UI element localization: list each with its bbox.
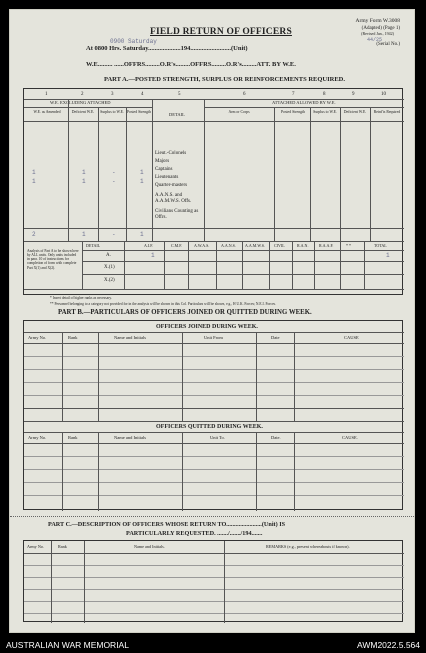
- quitted-col-unit: Unit To.: [210, 435, 225, 440]
- part-a-box: [23, 88, 403, 295]
- analysis-head-aif: A.I.F.: [144, 243, 154, 248]
- col-head-posted: Posted Strength: [127, 110, 151, 114]
- col-num-5: 5: [178, 92, 181, 97]
- col-num-6: 6: [243, 92, 246, 97]
- joined-title: OFFICERS JOINED DURING WEEK.: [156, 324, 258, 330]
- partc-col-remarks: REMARKS (e.g., present whereabouts if known).: [266, 544, 350, 549]
- at-line: At 0800 Hrs. Saturday....................194.........................(Unit): [86, 45, 248, 52]
- typed-r1c1: 1: [32, 169, 36, 176]
- rank-aans: A.A.N.S. and A.A.M.W.S. Offs.: [155, 193, 192, 204]
- footer-left: AUSTRALIAN WAR MEMORIAL: [6, 640, 129, 650]
- form-title: FIELD RETURN OF OFFICERS: [150, 27, 292, 37]
- col-num-4: 4: [141, 92, 144, 97]
- rank-qm: Quarter-masters: [155, 183, 188, 188]
- quitted-col-name: Name and Initials: [114, 435, 146, 440]
- part-c-title2: PARTICULARLY REQUESTED. ......./......./194.......: [126, 530, 263, 537]
- quitted-col-rank: Rank: [68, 435, 78, 440]
- footnote-2: ** Personnel belonging to a category not provided for in the analysis will be shown in this Col. Particulars will be shown, e.g., H U.K. Forces; N.E.I. Forces.: [50, 302, 276, 306]
- col-num-9: 9: [352, 92, 355, 97]
- footer-right: AWM2022.5.564: [357, 640, 420, 650]
- col-head-deficient2: Deficient W.E.: [343, 110, 367, 114]
- typed-r1c2: 1: [82, 169, 86, 176]
- part-a-title: PART A.—POSTED STRENGTH, SURPLUS OR REINFORCEMENTS REQUIRED.: [104, 76, 345, 83]
- footnote-1: * Insert detail of higher ranks as necessary.: [50, 296, 112, 300]
- col-num-3: 3: [111, 92, 114, 97]
- quitted-col-cause: CAUSE.: [342, 435, 358, 440]
- we-excl-header: W.E. EXCLUDING ATTACHED: [50, 100, 111, 105]
- col-num-8: 8: [323, 92, 326, 97]
- revised-label: (Revised Jan., 1942): [361, 31, 394, 36]
- analysis-head-awas: A.W.A.S.: [194, 243, 210, 248]
- rank-lt-col: Lieut.-Colonels: [155, 151, 187, 156]
- partc-col-rank: Rank: [58, 544, 67, 549]
- total-c1: 2: [32, 231, 36, 238]
- typed-r2c4: 1: [140, 178, 144, 185]
- detail-header: DETAIL: [169, 112, 185, 117]
- partc-col-armyno: Army No.: [27, 544, 44, 549]
- joined-col-name: Name and Initials: [114, 335, 146, 340]
- typed-r1c3: -: [112, 169, 116, 176]
- joined-col-rank: Rank: [68, 335, 78, 340]
- joined-col-date: Date: [271, 335, 280, 340]
- partc-col-name: Name and Initials.: [134, 544, 165, 549]
- quitted-col-armyno: Army No.: [28, 435, 47, 440]
- analysis-head-ran: R.A.N.: [297, 243, 309, 248]
- quitted-title: OFFICERS QUITTED DURING WEEK.: [156, 424, 263, 430]
- adapted-label: (Adapted) (Page 1): [361, 26, 400, 31]
- col-num-2: 2: [81, 92, 84, 97]
- serial-label: (Serial No.): [376, 42, 400, 47]
- typed-r1c4: 1: [140, 169, 144, 176]
- serial-value: 44/25: [366, 37, 382, 43]
- analysis-head-civil: CIVIL: [274, 243, 285, 248]
- rank-lieutenants: Lieutenants: [155, 175, 179, 180]
- total-c3: -: [112, 231, 116, 238]
- analysis-typed-aif: 1: [151, 252, 155, 259]
- rank-civilians: Civilians Counting as Offrs.: [155, 209, 199, 220]
- part-b-box: [23, 320, 403, 510]
- analysis-typed-total: 1: [386, 252, 390, 259]
- analysis-head-other: * *: [346, 243, 351, 248]
- analysis-head-total: TOTAL: [374, 243, 387, 248]
- quitted-col-date: Date.: [271, 435, 281, 440]
- army-form-label: Army Form W.3008: [355, 18, 400, 24]
- typed-r2c3: -: [112, 178, 116, 185]
- col-head-posted2: Posted Strength: [281, 110, 305, 114]
- analysis-row-a: A.: [106, 253, 111, 258]
- joined-col-unit: Unit From: [204, 335, 223, 340]
- part-c-title: PART C.—DESCRIPTION OF OFFICERS WHOSE RETURN TO.......................(Unit) IS: [48, 521, 286, 528]
- col-head-surplus2: Surplus to W.E.: [313, 110, 337, 114]
- total-c4: 1: [140, 231, 144, 238]
- typed-r2c1: 1: [32, 178, 36, 185]
- analysis-row-x2: X.(2): [104, 278, 115, 283]
- analysis-head-detail: DETAIL: [86, 243, 101, 248]
- col-head-reinf: Reinf'ts Required: [373, 110, 401, 114]
- analysis-row-x1: X.(1): [104, 265, 115, 270]
- analysis-head-raaf: R.A.A.F.: [319, 243, 334, 248]
- form-page: [9, 9, 415, 633]
- joined-col-armyno: Army No.: [28, 335, 47, 340]
- attached-header: ATTACHED ALLOWED BY W.E.: [272, 100, 336, 105]
- col-num-7: 7: [292, 92, 295, 97]
- col-head-surplus: Surplus to W.E.: [100, 110, 124, 114]
- we-line: W.E......... ......OFFRS.........O.R's.........OFFRS.........O.R's.........ATT. BY W.E.: [86, 61, 296, 68]
- part-c-box: [23, 540, 403, 622]
- analysis-head-aamws: A.A.M.W.S.: [245, 243, 265, 248]
- col-head-deficient: Deficient W.E.: [71, 110, 95, 114]
- part-b-title: PART B.—PARTICULARS OF OFFICERS JOINED OR QUITTED DURING WEEK.: [58, 309, 312, 316]
- col-head-we: W.E. as Amended: [33, 110, 61, 114]
- col-num-10: 10: [381, 92, 386, 97]
- rank-captains: Captains: [155, 167, 173, 172]
- analysis-head-cmf: C.M.F.: [171, 243, 183, 248]
- typed-r2c2: 1: [82, 178, 86, 185]
- joined-col-cause: CAUSE: [344, 335, 359, 340]
- col-head-arm: Arm or Corps: [228, 110, 250, 114]
- analysis-note: Analysis of Part A to be shown here by ALL units. Only units included in para. 10 of instructions for completion of form with complete Part X(1) and X(2).: [27, 249, 79, 270]
- col-num-1: 1: [45, 92, 48, 97]
- at-typed: 0900 Saturday: [110, 38, 157, 45]
- analysis-head-aans: A.A.N.S.: [221, 243, 236, 248]
- total-c2: 1: [82, 231, 86, 238]
- rank-majors: Majors: [155, 159, 170, 164]
